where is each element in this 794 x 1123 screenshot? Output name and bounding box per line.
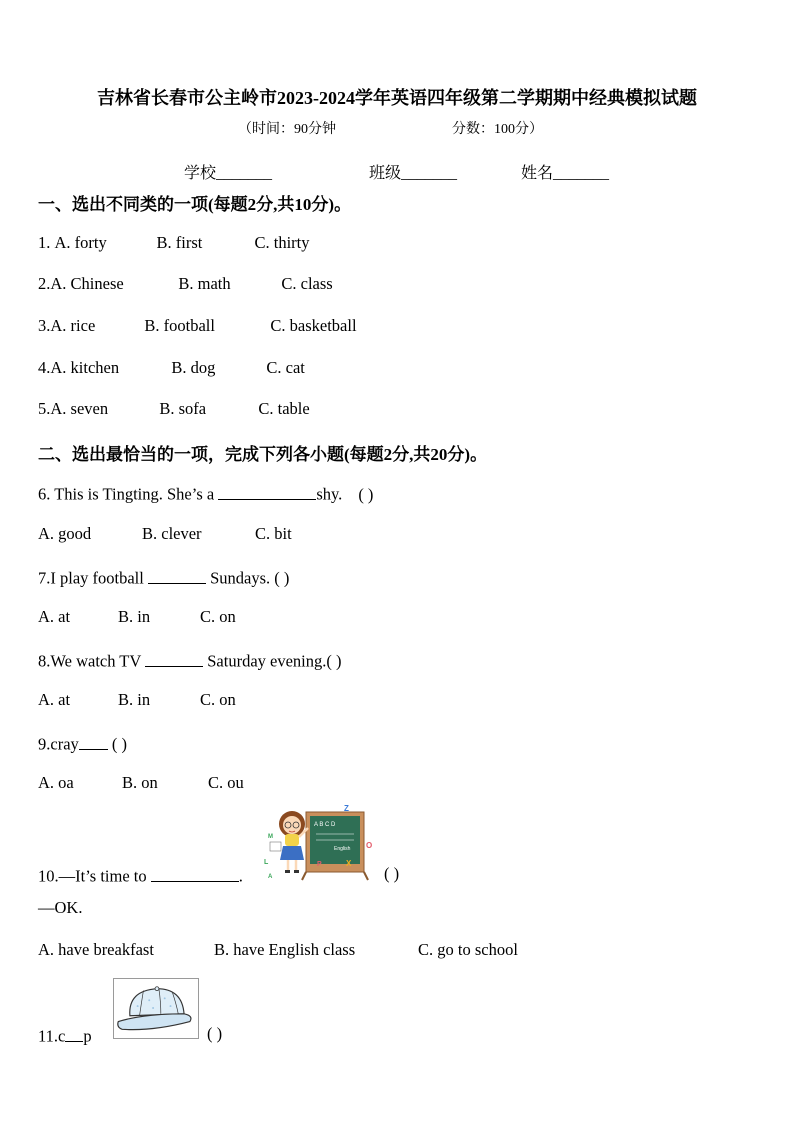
option-a: A. at bbox=[38, 690, 71, 709]
option-c: C. table bbox=[258, 399, 310, 418]
question-3 bbox=[38, 316, 357, 336]
option-b: B. football bbox=[144, 316, 215, 335]
question-stem-end: shy. bbox=[316, 484, 343, 504]
option-b: B. math bbox=[178, 274, 231, 293]
option-a: A. good bbox=[38, 524, 92, 543]
option-a: A. oa bbox=[38, 773, 74, 792]
question-8 bbox=[38, 649, 342, 672]
question-stem: 7.I play football bbox=[38, 568, 148, 588]
question-4 bbox=[38, 358, 305, 378]
question-8-options bbox=[38, 690, 236, 710]
question-9 bbox=[38, 732, 127, 755]
question-10 bbox=[38, 864, 243, 887]
question-10-reply: —OK. bbox=[38, 898, 83, 917]
question-stem: 11.c bbox=[38, 1026, 66, 1046]
question-number: 1. bbox=[38, 233, 55, 252]
question-10-options bbox=[38, 940, 518, 960]
question-stem-end: Sundays. ( ) bbox=[205, 568, 290, 588]
option-a: A. kitchen bbox=[50, 358, 120, 377]
letter-z: Z bbox=[344, 804, 349, 813]
option-b: B. clever bbox=[142, 524, 202, 543]
option-c: C. bit bbox=[255, 524, 292, 543]
question-number: 5. bbox=[38, 399, 51, 418]
page-title: 吉林省长春市公主岭市2023-2024学年英语四年级第二学期期中经典模拟试题 bbox=[97, 88, 697, 108]
question-6-options bbox=[38, 524, 292, 544]
letter-m: M bbox=[268, 834, 273, 840]
question-number: 3. bbox=[38, 316, 51, 335]
option-b: B. on bbox=[122, 773, 158, 792]
option-a: A. at bbox=[38, 607, 71, 626]
option-c: C. class bbox=[281, 274, 333, 293]
section1-heading: 一、选出不同类的一项(每题2分,共10分)。 bbox=[38, 195, 352, 214]
name-field: 姓名_______ bbox=[521, 165, 610, 182]
question-stem: 9.cray bbox=[38, 734, 79, 754]
option-b: B. have English class bbox=[214, 940, 356, 959]
option-c: C. ou bbox=[208, 773, 244, 792]
question-stem-end: p bbox=[83, 1026, 92, 1046]
option-b: B. in bbox=[118, 690, 151, 709]
option-c: C. basketball bbox=[270, 316, 357, 335]
answer-paren[interactable]: ( ) bbox=[358, 484, 374, 504]
question-5 bbox=[38, 399, 310, 419]
answer-paren[interactable]: ( ) bbox=[384, 864, 400, 883]
answer-blank[interactable] bbox=[218, 482, 316, 500]
letter-p: P bbox=[317, 861, 322, 868]
option-a: A. have breakfast bbox=[38, 940, 154, 959]
school-field: 学校_______ bbox=[184, 165, 273, 182]
option-c: C. on bbox=[200, 690, 236, 709]
option-a: A. rice bbox=[50, 316, 96, 335]
face bbox=[283, 816, 301, 834]
cap-brim bbox=[118, 1014, 191, 1030]
letter-a: A bbox=[268, 874, 273, 880]
option-b: B. first bbox=[156, 233, 203, 252]
exam-time: （时间：90分钟 bbox=[238, 122, 336, 137]
question-stem: 10.—It’s time to bbox=[38, 866, 151, 886]
question-7-options bbox=[38, 607, 236, 627]
option-c: C. thirty bbox=[254, 233, 310, 252]
letter-l: L bbox=[264, 859, 269, 866]
option-a: A. Chinese bbox=[50, 274, 124, 293]
board-word: English bbox=[334, 846, 351, 852]
option-b: B. in bbox=[118, 607, 151, 626]
question-stem: 6. This is Tingting. She’s a bbox=[38, 484, 219, 504]
question-number: 4. bbox=[38, 358, 51, 377]
board-letters: A B C D bbox=[314, 822, 336, 828]
question-1 bbox=[38, 233, 310, 253]
answer-blank[interactable] bbox=[148, 566, 206, 584]
question-stem: 8.We watch TV bbox=[38, 651, 146, 671]
question-11 bbox=[38, 1024, 92, 1047]
question-6 bbox=[38, 482, 373, 505]
letter-o: O bbox=[366, 841, 373, 850]
question-stem-end: ( ) bbox=[107, 734, 128, 754]
option-c: C. on bbox=[200, 607, 236, 626]
cap-image bbox=[113, 978, 199, 1039]
answer-blank[interactable] bbox=[151, 864, 239, 882]
book bbox=[270, 842, 281, 851]
question-7 bbox=[38, 566, 289, 589]
answer-blank[interactable] bbox=[65, 1024, 83, 1042]
shirt bbox=[285, 834, 299, 846]
option-a: A. seven bbox=[50, 399, 109, 418]
cap-crown bbox=[130, 989, 184, 1016]
option-b: B. dog bbox=[171, 358, 216, 377]
option-b: B. sofa bbox=[159, 399, 207, 418]
teacher-illustration bbox=[262, 804, 378, 882]
section2-heading: 二、选出最恰当的一项，完成下列各小题(每题2分,共20分)。 bbox=[38, 445, 488, 464]
letter-x: X bbox=[346, 859, 352, 868]
skirt bbox=[280, 846, 304, 860]
exam-score: 分数：100分） bbox=[452, 122, 543, 137]
option-c: C. cat bbox=[266, 358, 305, 377]
question-stem-end: . bbox=[238, 866, 243, 886]
question-9-options bbox=[38, 773, 244, 793]
answer-blank[interactable] bbox=[145, 649, 203, 667]
question-2 bbox=[38, 274, 333, 294]
answer-blank[interactable] bbox=[79, 732, 108, 750]
class-field: 班级_______ bbox=[369, 165, 458, 182]
question-number: 2. bbox=[38, 274, 51, 293]
question-stem-end: Saturday evening.( ) bbox=[203, 651, 342, 671]
option-c: C. go to school bbox=[418, 940, 518, 959]
answer-paren[interactable]: ( ) bbox=[207, 1024, 223, 1043]
option-a: A. forty bbox=[54, 233, 107, 252]
